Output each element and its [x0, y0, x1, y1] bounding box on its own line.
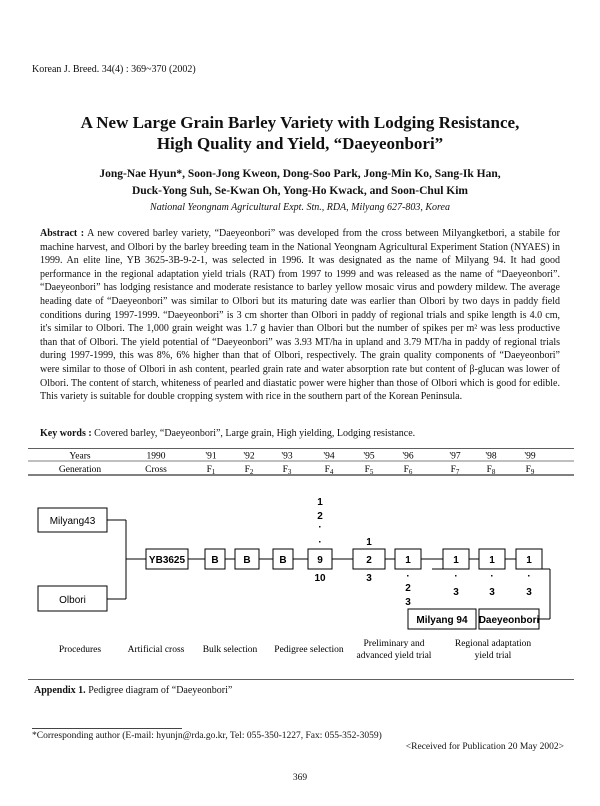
year-cell: 1990 [146, 451, 166, 462]
procedure-bulk-selection: Bulk selection [202, 645, 258, 655]
f9-dot: · [527, 571, 531, 582]
f5-selection: 2 [366, 555, 372, 566]
generation-subscript: 1 [211, 468, 216, 476]
generation-cell: $F_2$ [244, 465, 254, 476]
daeyeonbori-label: Daeyeonbori [478, 615, 540, 626]
generation-label: Generation [58, 465, 102, 475]
f4-dot-1: · [318, 522, 322, 533]
generation-subscript: 4 [329, 468, 334, 476]
year-cell: '92 [243, 451, 255, 462]
f8-selection: 1 [489, 555, 495, 566]
authors [0, 166, 600, 200]
years-label: Years [69, 451, 91, 462]
milyang94-label: Milyang 94 [416, 615, 468, 626]
f5-above: 1 [366, 537, 372, 548]
procedure-prelim-line-2: advanced yield trial [356, 651, 432, 661]
caption-text: Pedigree diagram of “Daeyeonbori” [85, 685, 233, 696]
procedure-prelim-line-1: Preliminary and [363, 639, 425, 649]
year-cell: '91 [205, 451, 217, 462]
generation-subscript: 6 [408, 468, 413, 476]
title-line-1: A New Large Grain Barley Variety with Lodging Resistance, [80, 113, 520, 132]
generation-cell: $F_8$ [486, 465, 496, 476]
year-cell: '97 [449, 451, 461, 462]
procedure-artificial-cross: Artificial cross [127, 645, 185, 655]
procedure-pedigree-selection: Pedigree selection [274, 645, 344, 655]
generation-cell: $F_6$ [403, 465, 413, 476]
affiliation: National Yeongnam Agricultural Expt. Stn., RDA, Milyang 627-803, Korea [150, 202, 450, 213]
pedigree-diagram [28, 448, 574, 680]
f4-selection: 9 [317, 555, 323, 566]
paper-title [0, 112, 600, 154]
generation-subscript: 5 [369, 468, 374, 476]
f8-dot: · [490, 571, 494, 582]
parent2-label: Olbori [59, 595, 86, 606]
abstract-text: A new covered barley variety, “Daeyeonbori” was developed from the cross between Milyangketbori, a stabile for machine harvest, and Olbori by the barley breeding team in the National Yeongnam Agricultural Experiment Station (NYAES) in 1999. An elite line, YB 3625-3B-9-2-1, was selected in 1996. It was designated as the name of Milyang 94. It had good performance in the regional adaptation yield trials (RAT) from 1997 to 1999 and was released as the name of “Daeyeonbori”. “Daeyeonbori” has lodging resistance and moderate resistance to barley yellow mosaic virus and powdery mildew. The average heading date of “Daeyeonbori” was similar to Olbori but its maturing date was earlier than Olbori by two days in paddy field conditions during 1997-1999. “Daeyeonbori” is 3 cm shorter than Olbori in paddy of regional trials and spike length is 4.0 cm, it's similar to Olbori. The 1,000 grain weight was 1.7 g havier than Olbori but the number of spikes per m² was less productive than that of Olbori. The yield potential of “Daeyeonbori” was 3.93 MT/ha in upland and 3.79 MT/ha in paddy of regional trials during 1997-1999, this was 8%, 6% higher than that of Olbori, respectively. The grain quality components of “Daeyeonbori” were similar to those of Olbori in ash content, pearled grain rate and water absorption rate but content of β-glucan was lower of Olbori. The content of starch, whiteness of pearled and diastatic power were higher than those of Olbori which is good for edible. This variety is suitable for double cropping system with rice in the southern part of the Korean Peninsula. [40, 228, 560, 403]
keywords-text: Covered barley, “Daeyeonbori”, Large grain, High yielding, Lodging resistance. [91, 428, 416, 439]
page-number: 369 [292, 773, 308, 783]
footnote-rule [32, 728, 182, 729]
f6-selection: 1 [405, 555, 411, 566]
procedure-regional-line-1: Regional adaptation [454, 639, 532, 649]
parent1-label: Milyang43 [49, 516, 96, 527]
abstract [40, 227, 560, 404]
generation-cell: Cross [145, 465, 167, 475]
generation-cell: $F_9$ [525, 465, 535, 476]
f7-selection: 1 [453, 555, 459, 566]
bulk-label-f2: B [243, 555, 251, 566]
generation-subscript: 3 [287, 468, 292, 476]
f4-above-2: 2 [317, 511, 323, 522]
year-cell: '95 [363, 451, 375, 462]
year-cell: '93 [281, 451, 293, 462]
title-line-2: High Quality and Yield, “Daeyeonbori” [156, 134, 444, 153]
year-cell: '96 [402, 451, 414, 462]
bulk-label-f1: B [211, 555, 219, 566]
year-cell: '99 [524, 451, 536, 462]
authors-line-2: Duck-Yong Suh, Se-Kwan Oh, Yong-Ho Kwack, and Soon-Chul Kim [131, 185, 469, 197]
abstract-label: Abstract : [40, 228, 85, 239]
generation-subscript: 9 [530, 468, 535, 476]
journal-reference: Korean J. Breed. 34(4) : 369~370 (2002) [32, 64, 196, 75]
keywords-label: Key words : [40, 428, 92, 439]
generation-subscript: 8 [491, 468, 496, 476]
figure-caption [34, 685, 232, 696]
received-date: <Received for Publication 20 May 2002> [405, 742, 564, 752]
generation-subscript: 2 [249, 468, 254, 476]
procedure-regional-line-2: yield trial [474, 651, 512, 661]
cross-line-label: YB3625 [148, 555, 186, 566]
generation-cell: $F_5$ [364, 465, 374, 476]
generation-cell: $F_3$ [282, 465, 292, 476]
generation-cell: $F_7$ [450, 465, 460, 476]
f6-below-mid: 2 [405, 583, 411, 594]
f4-dot-2: · [318, 537, 322, 548]
f6-dot: · [406, 571, 410, 582]
year-cell: '94 [323, 451, 335, 462]
generation-row [145, 465, 535, 476]
authors-line-1: Jong-Nae Hyun*, Soon-Jong Kweon, Dong-Soo Park, Jong-Min Ko, Sang-Ik Han, [99, 168, 501, 180]
year-cell: '98 [485, 451, 497, 462]
bulk-label-f3: B [279, 555, 287, 566]
generation-subscript: 7 [455, 468, 460, 476]
f4-below: 10 [314, 573, 326, 584]
f7-below: 3 [453, 587, 459, 598]
corresponding-author: *Corresponding author (E-mail: hyunjn@rda.go.kr, Tel: 055-350-1227, Fax: 055-352-3059) [32, 731, 382, 741]
years-row [147, 452, 536, 462]
f9-selection: 1 [526, 555, 532, 566]
generation-cell: $F_1$ [206, 465, 216, 476]
generation-cell: $F_4$ [324, 465, 334, 476]
f9-below: 3 [526, 587, 532, 598]
f8-below: 3 [489, 587, 495, 598]
f4-above-1: 1 [317, 497, 323, 508]
keywords [40, 428, 560, 439]
f5-below: 3 [366, 573, 372, 584]
f7-dot: · [454, 571, 458, 582]
caption-label: Appendix 1. [34, 685, 86, 696]
f6-below: 3 [405, 597, 411, 608]
procedures-label: Procedures [58, 645, 102, 655]
